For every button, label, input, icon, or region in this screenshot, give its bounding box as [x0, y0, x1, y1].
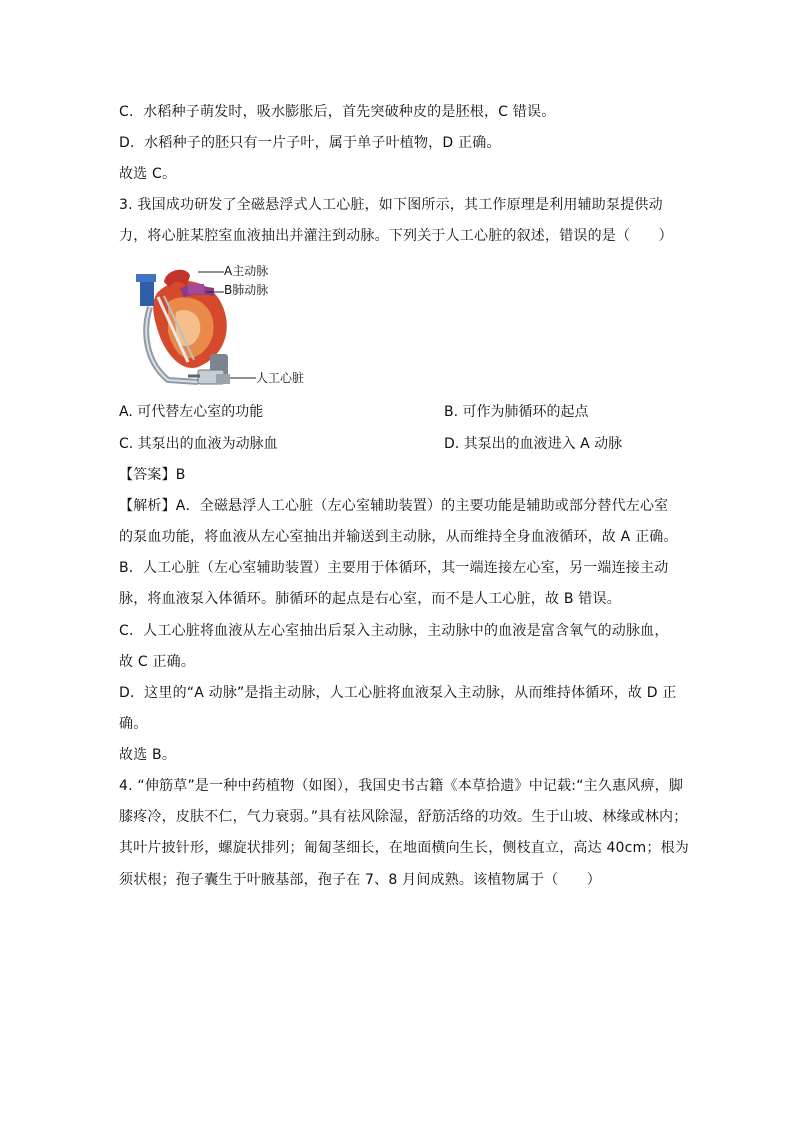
option-a: A. 可代替左心室的功能: [119, 404, 264, 420]
analysis-line: 【解析】A．全磁悬浮人工心脏（左心室辅助装置）的主要功能是辅助或部分替代左心室: [119, 498, 669, 514]
analysis-line: 故选 B。: [119, 747, 177, 763]
question-3-stem: 力，将心脏某腔室血液抽出并灌注到动脉。下列关于人工心脏的叙述，错误的是（ ）: [119, 228, 673, 244]
answer-line: 【答案】B: [119, 467, 186, 483]
label-aorta: A主动脉: [224, 264, 269, 278]
text-line: D．水稻种子的胚只有一片子叶，属于单子叶植物，D 正确。: [119, 135, 501, 151]
option-c: C. 其泵出的血液为动脉血: [119, 436, 278, 452]
analysis-line: 故 C 正确。: [119, 654, 196, 670]
text-line: C．水稻种子萌发时，吸水膨胀后，首先突破种皮的是胚根，C 错误。: [119, 104, 556, 120]
text-line: 故选 C。: [119, 166, 177, 182]
question-3-stem: 3. 我国成功研发了全磁悬浮式人工心脏，如下图所示，其工作原理是利用辅助泵提供动: [119, 197, 663, 213]
label-pulmonary-artery: B肺动脉: [224, 283, 269, 297]
analysis-line: D．这里的“A 动脉”是指主动脉，人工心脏将血液泵入主动脉，从而维持体循环，故 D 正: [119, 685, 677, 701]
option-b: B. 可作为肺循环的起点: [444, 404, 589, 420]
analysis-line: 确。: [119, 716, 148, 732]
label-artificial-heart: 人工心脏: [256, 371, 305, 385]
option-d: D. 其泵出的血液进入 A 动脉: [444, 436, 623, 452]
analysis-line: C．人工心脏将血液从左心室抽出后泵入主动脉，主动脉中的血液是富含氧气的动脉血，: [119, 623, 669, 639]
question-4-stem: 4. “伸筋草”是一种中药植物（如图），我国史书古籍《本草拾遗》中记载:“主久惠风痹，脚: [119, 778, 684, 794]
question-4-stem: 膝疼冷，皮肤不仁，气力衰弱。”具有祛风除湿，舒筋活络的功效。生于山坡、林缘或林内；: [119, 809, 688, 825]
question-4-stem: 其叶片披针形，螺旋状排列；匍匐茎细长，在地面横向生长，侧枝直立，高达 40cm；根为: [119, 840, 689, 856]
analysis-line: B．人工心脏（左心室辅助装置）主要用于体循环，其一端连接左心室，另一端连接主动: [119, 560, 669, 576]
analysis-line: 脉，将血液泵入体循环。肺循环的起点是右心室，而不是人工心脏，故 B 错误。: [119, 591, 621, 607]
artificial-heart-figure: [128, 262, 328, 392]
analysis-line: 的泵血功能，将血液从左心室抽出并输送到主动脉，从而维持全身血液循环，故 A 正确。: [119, 529, 678, 545]
question-4-stem: 须状根；孢子囊生于叶腋基部，孢子在 7、8 月间成熟。该植物属于（ ）: [119, 872, 601, 888]
